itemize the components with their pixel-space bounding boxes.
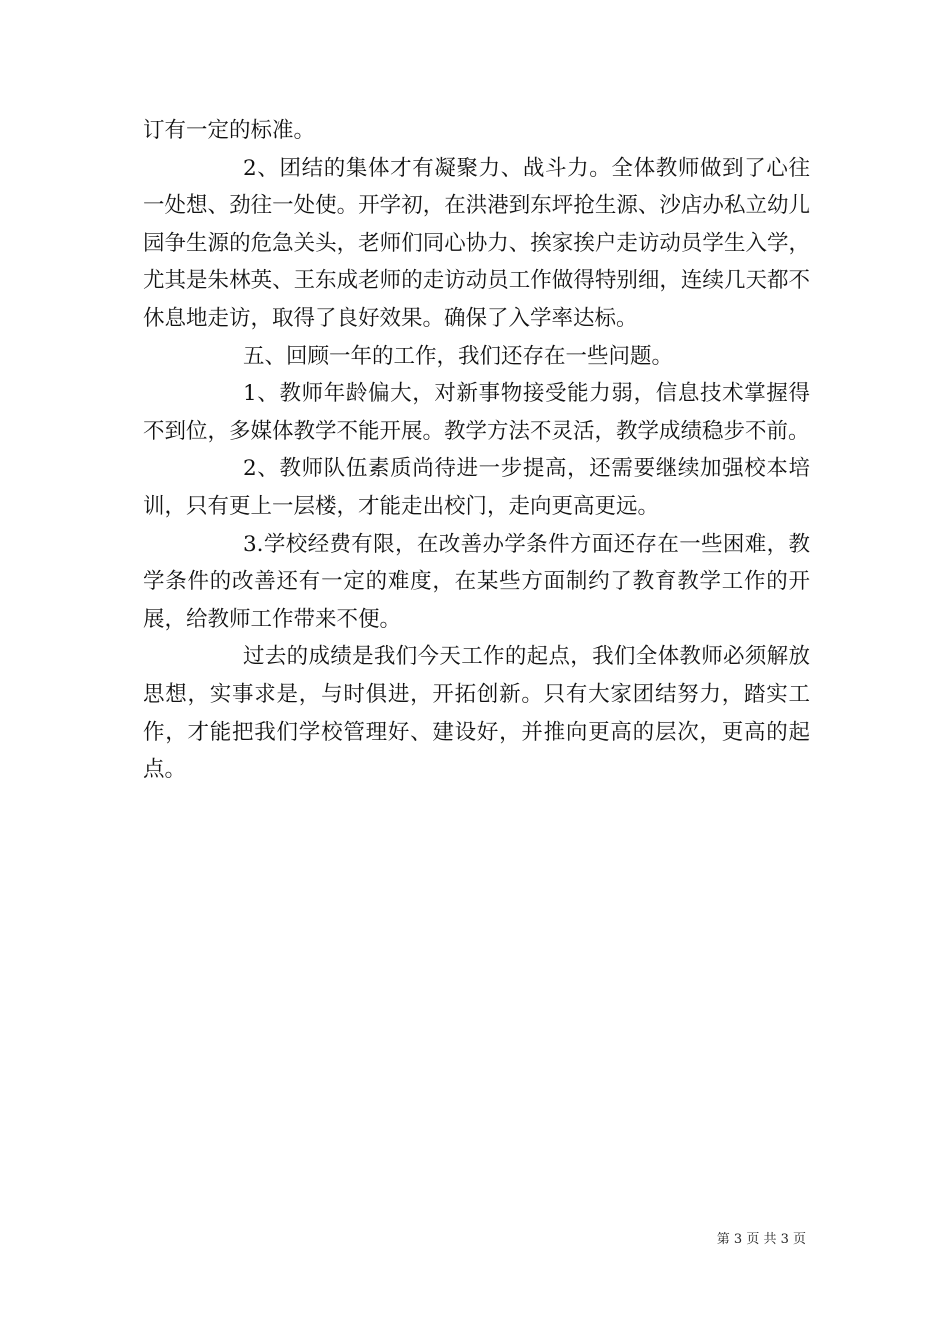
- document-body: [143, 112, 810, 789]
- paragraph-unity: 2、团结的集体才有凝聚力、战斗力。全体教师做到了心往一处想、劲往一处使。开学初，在洪港到东坪抢生源、沙店办私立幼儿园争生源的危急关头，老师们同心协力、挨家挨户走访动员学生入学，尤其是朱林英、王东成老师的走访动员工作做得特别细，连续几天都不休息地走访，取得了良好效果。确保了入学率达标。: [143, 155, 810, 331]
- paragraph-continuation: 订有一定的标准。: [143, 118, 316, 143]
- paragraph-problem-2: 2、教师队伍素质尚待进一步提高，还需要继续加强校本培训，只有更上一层楼，才能走出校门，走向更高更远。: [143, 456, 810, 519]
- paragraph-conclusion: 过去的成绩是我们今天工作的起点，我们全体教师必须解放思想，实事求是，与时俱进，开拓创新。只有大家团结努力，踏实工作，才能把我们学校管理好、建设好，并推向更高的层次，更高的起点。: [143, 644, 810, 783]
- page-number-footer: 第 3 页 共 3 页: [716, 1232, 806, 1247]
- paragraph-problem-3: 3.学校经费有限，在改善办学条件方面还存在一些困难，教学条件的改善还有一定的难度，在某些方面制约了教育教学工作的开展，给教师工作带来不便。: [143, 531, 810, 632]
- paragraph-problem-1: 1、教师年龄偏大，对新事物接受能力弱，信息技术掌握得不到位，多媒体教学不能开展。教学方法不灵活，教学成绩稳步不前。: [143, 381, 810, 444]
- section-heading-problems: 五、回顾一年的工作，我们还存在一些问题。: [243, 343, 674, 369]
